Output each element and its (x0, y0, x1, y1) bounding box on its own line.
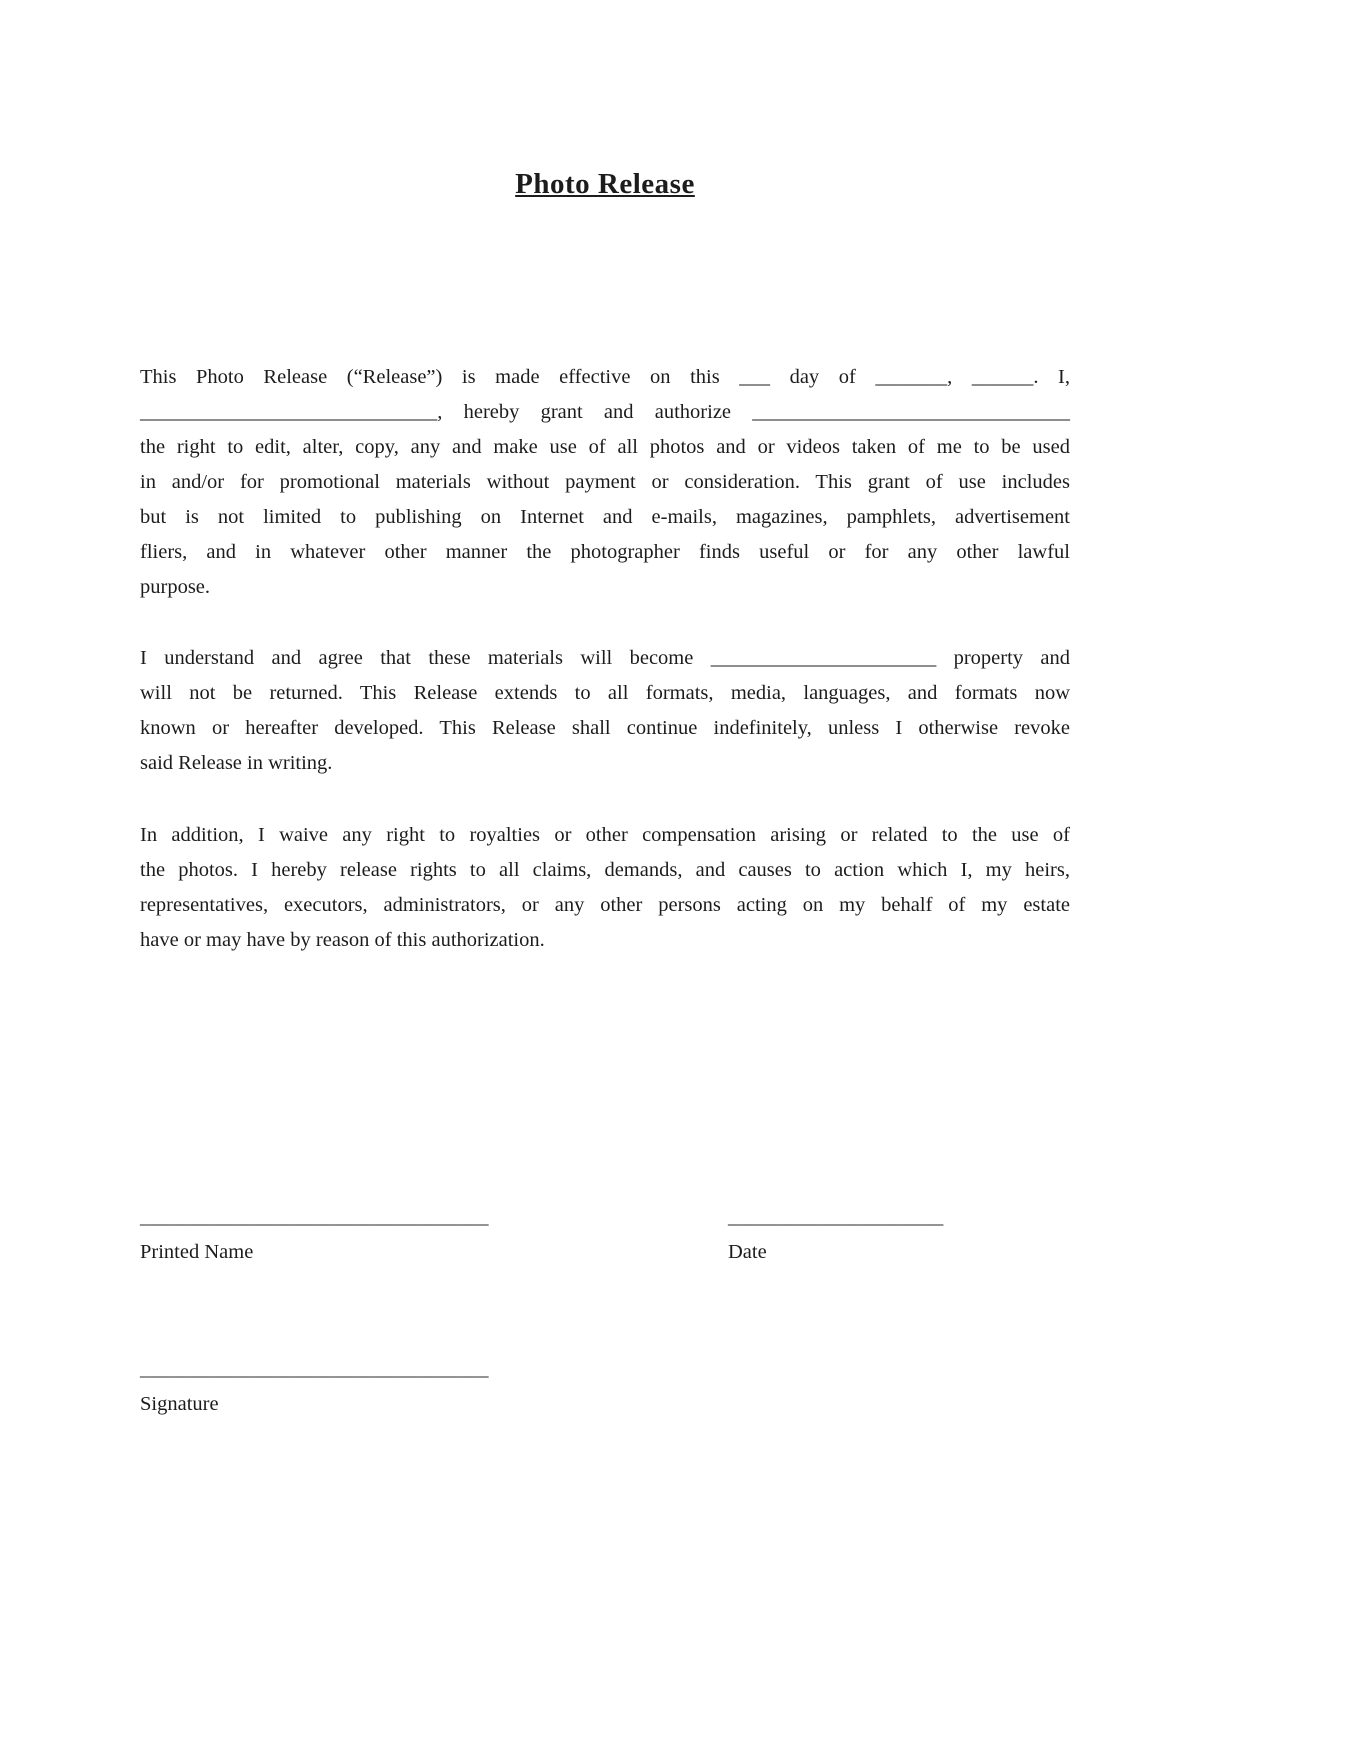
body-line: said Release in writing. (140, 752, 333, 774)
body-line: the photos. I hereby release rights to all claims, demands, and causes to action which I, my heirs, (140, 859, 1070, 881)
body-line: have or may have by reason of this authorization. (140, 929, 545, 951)
paragraph-materials (140, 641, 1070, 781)
body-line: will not be returned. This Release extends to all formats, media, languages, and formats now (140, 682, 1070, 704)
date-blank-line: _____________________ (728, 1206, 944, 1228)
body-line: _____________________________, hereby grant and authorize _______________________________ (140, 401, 1070, 423)
body-line: in and/or for promotional materials without payment or consideration. This grant of use includes (140, 471, 1070, 493)
printed-name-field (140, 1200, 489, 1270)
body-line: representatives, executors, administrators, or any other persons acting on my behalf of my estate (140, 894, 1070, 916)
printed-name-label: Printed Name (140, 1241, 254, 1263)
date-field (728, 1200, 943, 1270)
paragraph-grant (140, 360, 1070, 605)
paragraph-waiver (140, 818, 1070, 958)
body-line: fliers, and in whatever other manner the photographer finds useful or for any other lawful (140, 541, 1070, 563)
printed-name-blank-line: __________________________________ (140, 1206, 489, 1228)
signature-blank-line: __________________________________ (140, 1358, 489, 1380)
body-line: known or hereafter developed. This Release shall continue indefinitely, unless I otherwise revoke (140, 717, 1070, 739)
page-title: Photo Release (515, 168, 695, 200)
signature-field (140, 1352, 489, 1422)
body-line: In addition, I waive any right to royalties or other compensation arising or related to the use of (140, 824, 1070, 846)
signature-label: Signature (140, 1393, 219, 1415)
body-line: the right to edit, alter, copy, any and make use of all photos and or videos taken of me to be used (140, 436, 1070, 458)
body-line: This Photo Release (“Release”) is made effective on this ___ day of _______, ______. I, (140, 366, 1070, 388)
body-line: but is not limited to publishing on Internet and e-mails, magazines, pamphlets, advertisement (140, 506, 1070, 528)
body-line: purpose. (140, 576, 211, 598)
body-line: I understand and agree that these materials will become ______________________ property and (140, 647, 1070, 669)
date-label: Date (728, 1241, 767, 1263)
